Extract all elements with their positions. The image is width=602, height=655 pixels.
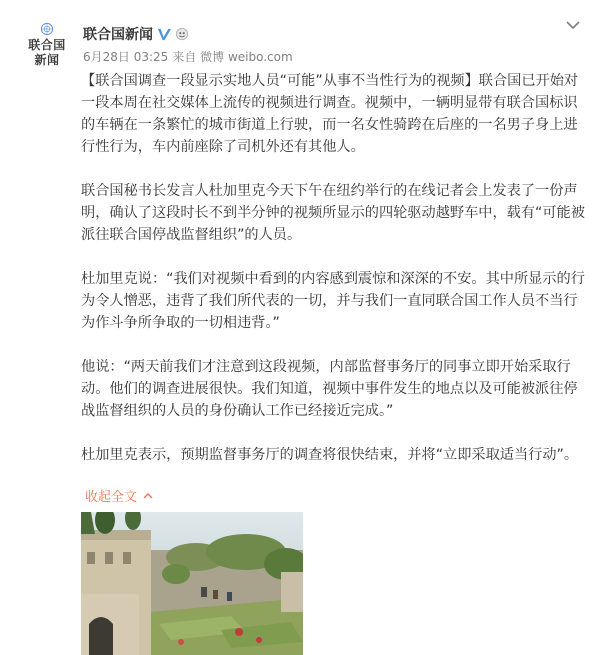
un-emblem-icon [40, 22, 54, 36]
verified-icon [157, 27, 172, 42]
post-paragraph: 【联合国调查一段显示实地人员“可能”从事不当性行为的视频】联合国已开始对一段本周在社交媒体上流传的视频进行调查。视频中，一辆明显带有联合国标识的车辆在一条繁忙的城市街道上行驶，而一名女性骑跨在后座的一名男子身上进行性行为，车内前座除了司机外还有其他人。 [81, 73, 579, 155]
post-header [83, 23, 572, 65]
member-badge-icon[interactable] [175, 27, 189, 41]
post-paragraph: 杜加里克说：“我们对视频中看到的内容感到震惊和深深的不安。其中所显示的行为令人憎恶，违背了我们所代表的一切，并与我们一直同联合国工作人员不当行为作斗争所争取的一切相违背。” [81, 271, 585, 331]
account-avatar[interactable] [22, 22, 72, 72]
chevron-down-icon[interactable] [566, 20, 580, 30]
post-date[interactable]: 6月28日 03:25 [83, 49, 169, 64]
post-paragraph: 联合国秘书长发言人杜加里克今天下午在纽约举行的在线记者会上发表了一份声明，确认了这段时长不到半分钟的视频所显示的四轮驱动越野车中，载有“可能被派往联合国停战监督组织”的人员。 [81, 183, 585, 243]
collapse-text-button[interactable] [85, 486, 153, 505]
post-image-graphic [81, 512, 303, 655]
chevron-up-icon [143, 492, 153, 499]
post-image[interactable] [81, 512, 303, 655]
avatar-text-line1: 联合国 [28, 38, 66, 52]
post-paragraph: 杜加里克表示，预期监督事务厅的调查将很快结束，并将“立即采取适当行动”。 [81, 447, 579, 463]
account-name[interactable]: 联合国新闻 [83, 27, 153, 43]
post-meta [83, 47, 572, 65]
avatar-text-line2: 新闻 [34, 53, 60, 67]
post-paragraph: 他说：“两天前我们才注意到这段视频，内部监督事务厅的同事立即开始采取行动。他们的调查进展很快。我们知道，视频中事件发生的地点以及可能被派往停战监督组织的人员的身份确认工作已经接近完成。” [81, 359, 578, 419]
collapse-label: 收起全文 [85, 490, 138, 505]
post-content [81, 70, 586, 488]
post-source[interactable]: 来自 微博 weibo.com [172, 49, 293, 64]
name-row [83, 23, 572, 45]
